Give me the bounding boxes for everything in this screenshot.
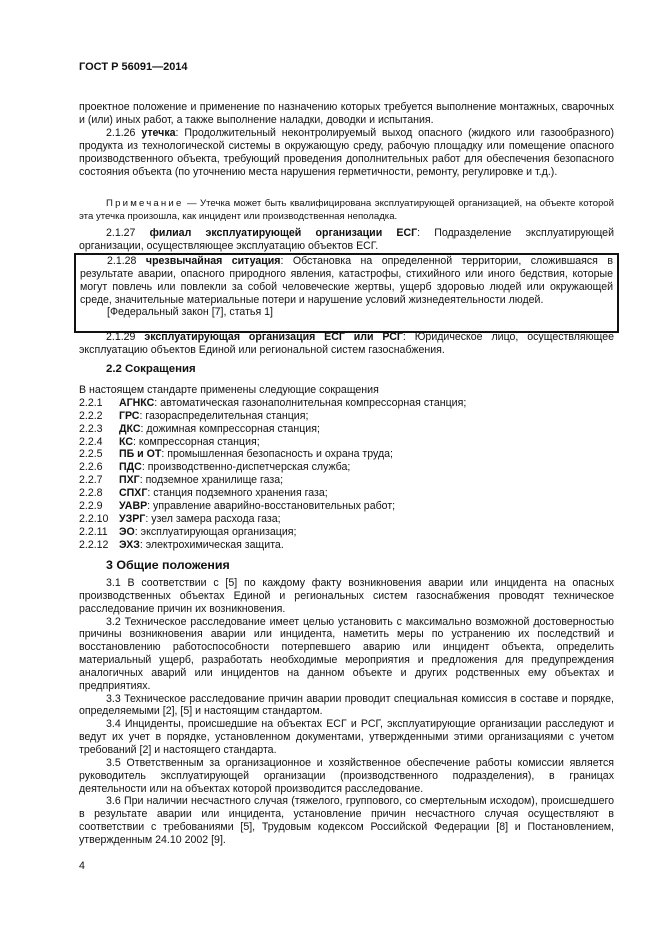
def-term: эксплуатирующая организация ЕСГ или РСГ [144, 331, 403, 343]
abbreviations-list [79, 384, 614, 552]
page-number: 4 [79, 860, 85, 872]
abbreviation-definition: : электрохимическая защита. [139, 538, 284, 551]
abbreviation-item [79, 448, 614, 461]
abbreviation-term: КС [119, 435, 133, 448]
abbreviation-definition: : подземное хранилище газа; [139, 474, 284, 487]
abbreviation-definition: : компрессорная станция; [132, 435, 260, 448]
abbreviation-term: ПБ и ОТ [119, 448, 162, 461]
abbreviation-item [79, 474, 614, 487]
abbreviation-term: ДКС [119, 422, 141, 435]
abbreviation-item [79, 500, 614, 513]
abbreviation-item [79, 513, 614, 526]
def-number: 2.1.28 [107, 255, 137, 267]
abbreviation-number: 2.2.7 [79, 474, 103, 487]
abbreviation-term: ПХГ [119, 474, 140, 487]
def-text: : Юридическое лицо, осуществляющее эксплуатацию объектов Единой или региональной систем газоснабжения. [79, 331, 614, 356]
abbreviation-item [79, 461, 614, 474]
definition-2-1-27 [79, 227, 614, 253]
abbreviation-definition: : производственно-диспетчерская служба; [141, 461, 351, 474]
abbreviation-item [79, 397, 614, 410]
abbreviation-definition: : автоматическая газонаполнительная компрессорная станция; [154, 396, 467, 409]
abbreviation-item [79, 423, 614, 436]
def-text: : Обстановка на определенной территории, сложившаяся в результате аварии, опасного природного явления, катастрофы, стихийного или иного бедствия, которые могут повлечь или повлекли за собой человеческие жертвы, ущерб здоровью людей или окружающей среде, значительные материальные потери и нарушение условий жизнедеятельности людей. [80, 255, 613, 306]
def-term: утечка [141, 127, 176, 139]
abbreviation-number: 2.2.9 [79, 500, 103, 513]
abbreviation-term: УЗРГ [119, 513, 146, 525]
abbreviation-definition: : газораспределительная станция; [139, 409, 309, 422]
abbreviation-number: 2.2.12 [79, 538, 109, 551]
abbreviation-number: 2.2.5 [79, 448, 103, 461]
abbreviation-term: ЭХЗ [119, 538, 140, 551]
def-text: : Подразделение эксплуатирующей организации, осуществляющее эксплуатацию объектов ЕСГ. [79, 227, 614, 252]
abbreviation-definition: : дожимная компрессорная станция; [140, 422, 320, 435]
note [79, 197, 614, 223]
abbreviation-item [79, 410, 614, 423]
paragraph-3-3: 3.3 Техническое расследование причин аварии проводит специальная комиссия в составе и порядке, определяемыми [2], [5] и настоящим стандартом. [79, 692, 614, 718]
abbreviation-term: ЭО [119, 525, 135, 538]
definition-2-1-29 [79, 331, 614, 357]
abbreviation-number: 2.2.8 [79, 487, 103, 500]
abbreviations-intro: В настоящем стандарте применены следующие сокращения [79, 384, 379, 396]
abbreviation-number: 2.2.11 [79, 525, 108, 538]
abbreviation-number: 2.2.4 [79, 435, 103, 448]
abbreviation-item [79, 487, 614, 500]
paragraph-3-2: 3.2 Техническое расследование имеет целью установить с максимально возможной достоверностью причины возникновения аварии или инцидента, наметить меры по устранению их последствий и восстановлению работоспособности потерпевшего аварию или инцидент объекта, определить материальный ущерб, разработать необходимые мероприятия и предложения для предупреждения аналогичных аварий или инцидентов на данном объекте и других родственных ему объектах и предприятиях. [79, 615, 614, 692]
abbreviation-term: ПДС [119, 461, 142, 474]
def-source: [Федеральный закон [7], статья 1] [107, 306, 273, 319]
abbreviation-definition: : станция подземного хранения газа; [147, 487, 328, 500]
abbreviation-number: 2.2.3 [79, 422, 103, 435]
abbreviation-number: 2.2.10 [79, 513, 109, 525]
abbreviation-definition: : эксплуатирующая организация; [134, 525, 297, 538]
paragraph-3-1: 3.1 В соответствии с [5] по каждому факту возникновения аварии или инцидента на опасных производственных объектах Единой и региональных систем газоснабжения проводят техническое расследование причин их возникновения. [79, 577, 614, 615]
paragraph-3-6: 3.6 При наличии несчастного случая (тяжелого, группового, со смертельным исходом), происшедшего в результате аварии или инцидента, установление причин несчастного случая осуществляют в соответствии с требованиями [5], Трудовым кодексом Российской Федерации [8] и Постановлением, утвержденным 24.10 2002 [9]. [79, 795, 614, 846]
paragraph: проектное положение и применение по назначению которых требуется выполнение монтажных, сварочных и (или) иных работ, а также выполнение наладки, доводки и испытания. [79, 101, 614, 126]
abbreviation-term: ГРС [119, 409, 140, 422]
def-term: филиал эксплуатирующей организации ЕСГ [149, 227, 418, 239]
abbreviation-term: АГНКС [119, 396, 155, 409]
abbreviation-definition: : управление аварийно-восстановительных работ; [147, 500, 396, 513]
abbreviation-definition: : узел замера расхода газа; [145, 513, 281, 525]
abbreviation-term: СПХГ [119, 487, 148, 500]
definition-2-1-28-boxed [74, 253, 619, 333]
note-text: — Утечка может быть квалифицирована эксплуатирующей организацией, на объекте которой эта утечка произошла, как инцидент или производственная неполадка. [79, 198, 614, 222]
abbreviation-item [79, 539, 614, 552]
section-heading-3: 3 Общие положения [106, 558, 230, 572]
note-label: Примечание [106, 198, 184, 209]
abbreviation-item [79, 436, 614, 449]
def-text: : Продолжительный неконтролируемый выход опасного (жидкого или газообразного) продукта из технологической системы в окружающую среду, рабочую площадку или помещение опасного производственного объекта, требующий проведения дополнительных работ для обеспечения безопасного состояния объекта (по уточнению места нарушения герметичности, ремонту, регулировке и т.д.). [79, 127, 614, 178]
def-body [80, 255, 613, 306]
abbreviation-item [79, 526, 614, 539]
abbreviation-term: УАВР [119, 500, 148, 513]
abbreviation-number: 2.2.2 [79, 409, 103, 422]
paragraph-3-5: 3.5 Ответственным за организационное и хозяйственное обеспечение работы комиссии является руководитель эксплуатирующей организации (производственного подразделения), в границах деятельности или на объектах которой производится расследование. [79, 756, 614, 795]
def-number: 2.1.26 [106, 127, 136, 139]
def-number: 2.1.27 [106, 227, 136, 239]
abbreviation-number: 2.2.6 [79, 461, 103, 474]
section-heading-2-2: 2.2 Сокращения [106, 363, 196, 375]
def-number: 2.1.29 [106, 331, 136, 343]
section-3-body [79, 577, 614, 847]
def-term: чрезвычайная ситуация [145, 255, 281, 267]
document-header: ГОСТ Р 56091—2014 [79, 61, 188, 73]
paragraph-3-4: 3.4 Инциденты, происшедшие на объектах ЕСГ и РСГ, эксплуатирующие организации расследуют и ведут их учет в порядке, установленном документами, утвержденными этими организациями с учетом требований [2] и настоящего стандарта. [79, 718, 614, 756]
abbreviation-number: 2.2.1 [79, 396, 103, 409]
definition-2-1-26 [79, 127, 614, 178]
abbreviation-definition: : промышленная безопасность и охрана труда; [161, 448, 393, 461]
